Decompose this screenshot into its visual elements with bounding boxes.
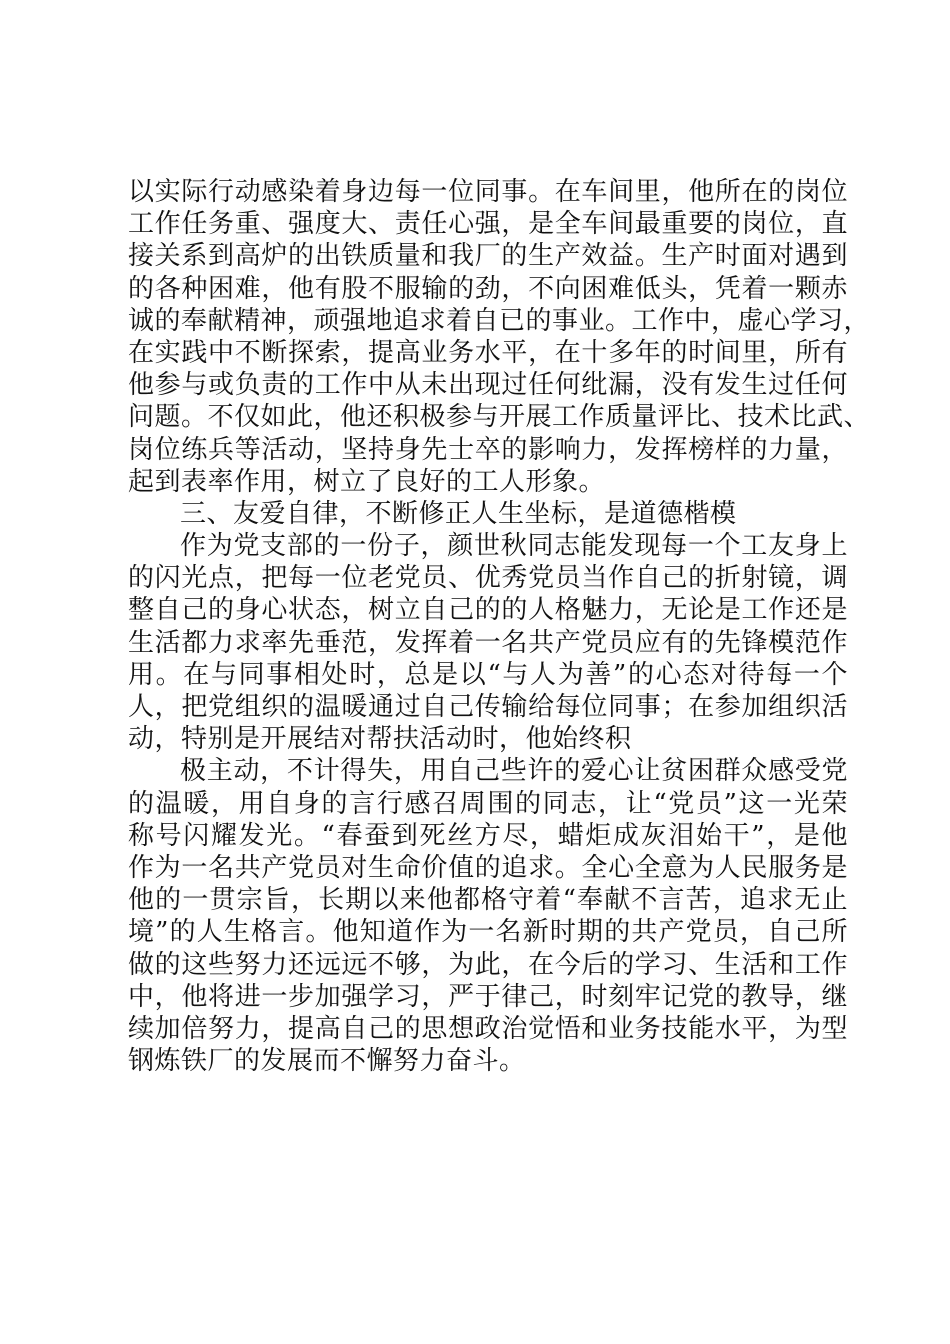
text-line: 极主动，不计得失，用自己些许的爱心让贫困群众感受党 — [180, 756, 848, 787]
text-line: 作为一名共产党员对生命价值的追求。全心全意为人民服务是 — [128, 852, 848, 883]
text-line: 人，把党组织的温暖通过自己传输给每位同事；在参加组织活 — [128, 692, 848, 722]
text-line: 整自己的身心状态，树立自己的的人格魅力，无论是工作还是 — [128, 595, 848, 626]
text-line: 做的这些努力还远远不够，为此，在今后的学习、生活和工作 — [128, 949, 848, 980]
text-line: 诚的奉献精神，顽强地追求着自已的事业。工作中，虚心学习， — [128, 305, 871, 336]
text-line: 问题。不仅如此，他还积极参与开展工作质量评比、技术比武、 — [128, 402, 871, 433]
text-line: 生活都力求率先垂范，发挥着一名共产党员应有的先锋模范作 — [128, 627, 848, 658]
text-line: 岗位练兵等活动，坚持身先士卒的影响力，发挥榜样的力量， — [128, 434, 848, 465]
text-line: 他参与或负责的工作中从未出现过任何纰漏，没有发生过任何 — [128, 370, 848, 401]
text-line: 钢炼铁厂的发展而不懈努力奋斗。 — [128, 1046, 526, 1077]
text-line: 中，他将进一步加强学习，严于律己，时刻牢记党的教导，继 — [128, 981, 848, 1012]
text-line: 以实际行动感染着身边每一位同事。在车间里，他所在的岗位 — [128, 177, 848, 207]
text-line: 他的一贯宗旨，长期以来他都格守着“奉献不言苦，追求无止 — [128, 885, 848, 916]
text-line: 在实践中不断探索，提高业务水平，在十多年的时间里，所有 — [128, 337, 848, 368]
document-body — [128, 176, 871, 1077]
text-line: 接关系到高炉的出铁质量和我厂的生产效益。生产时面对遇到 — [128, 241, 848, 272]
text-line: 的温暖，用自身的言行感召周围的同志，让“党员”这一光荣 — [128, 788, 848, 819]
text-line: 续加倍努力，提高自己的思想政治觉悟和业务技能水平，为型 — [128, 1013, 848, 1044]
text-line: 的闪光点，把每一位老党员、优秀党员当作自己的折射镜，调 — [128, 563, 848, 594]
text-line: 动，特别是开展结对帮扶活动时，他始终积 — [128, 724, 632, 755]
text-line: 境”的人生格言。他知道作为一名新时期的共产党员，自己所 — [128, 917, 848, 948]
text-line: 称号闪耀发光。“春蚕到死丝方尽，蜡炬成灰泪始干”，是他 — [128, 820, 848, 851]
text-line: 工作任务重、强度大、责任心强，是全车间最重要的岗位，直 — [128, 209, 848, 240]
text-line: 作为党支部的一份子，颜世秋同志能发现每一个工友身上 — [180, 531, 848, 562]
text-line: 的各种困难，他有股不服输的劲，不向困难低头，凭着一颗赤 — [128, 273, 848, 304]
text-line: 用。在与同事相处时，总是以“与人为善”的心态对待每一个 — [128, 659, 848, 690]
section-heading: 三、友爱自律，不断修正人生坐标，是道德楷模 — [180, 498, 737, 529]
text-line: 起到表率作用，树立了良好的工人形象。 — [128, 466, 606, 497]
